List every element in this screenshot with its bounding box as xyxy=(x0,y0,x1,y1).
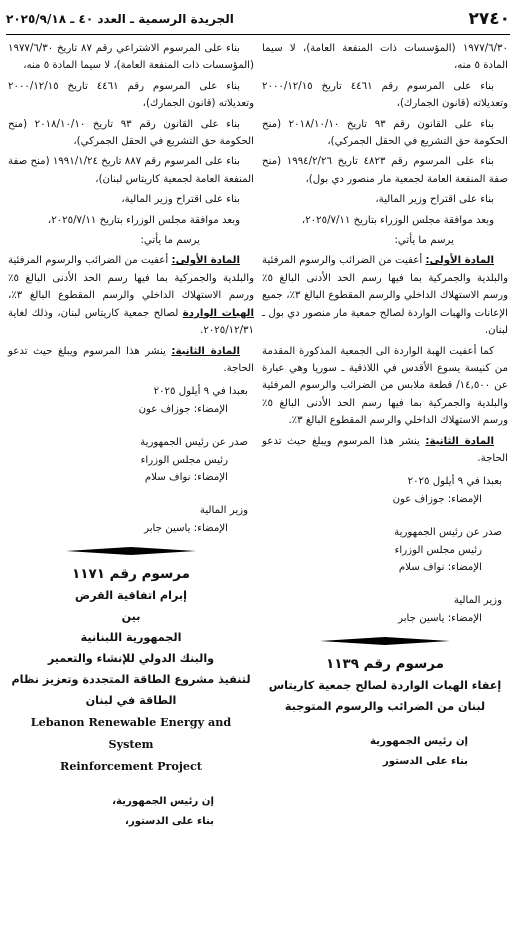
paragraph: ١٩٧٧/٦/٣٠ (المؤسسات ذات المنفعة العامة)، لا سيما المادة ٥ منه، xyxy=(262,43,508,72)
enactment-line: يرسم ما يأتي: xyxy=(394,235,454,247)
project-name-en: Lebanon Renewable Energy and System xyxy=(30,715,232,752)
constitution-line: بناء على الدستور، xyxy=(124,815,214,827)
decree-subtitle: لبنان من الضرائب والرسوم المتوجبة xyxy=(284,700,486,714)
page-number: ٢٧٤٠ xyxy=(468,9,510,29)
paragraph: وبعد موافقة مجلس الوزراء بتاريخ ٢٠٢٥/٧/١١، xyxy=(301,214,494,226)
article-text: أعفيت من الضرائب والرسوم المرفئية والبلدية والجمركية بما فيها رسم الحد الأدنى البالغ ٥٪ ورسم الاستهلاك الداخلي والرسم المقطوع البالغ ٣٪، xyxy=(8,255,254,302)
paragraph: بناء على المرسوم الاشتراعي رقم ٨٧ تاريخ ١٩٧٧/٦/٣٠ (المؤسسات ذات المنفعة العامة)، لا سيما المادة ٥ منه، xyxy=(8,43,254,72)
decree-title: مرسوم رقم ١١٣٩ xyxy=(326,656,444,673)
paragraph: بناء على اقتراح وزير المالية، xyxy=(375,194,494,206)
decree-subtitle: إعفاء الهبات الواردة لصالح جمعية كاريتاس xyxy=(268,679,502,693)
paragraph: بناء على القانون رقم ٩٣ تاريخ ٢٠١٨/١٠/١٠ (منح الحكومة حق التشريع في الحقل الجمركي)، xyxy=(8,118,254,148)
article-1 xyxy=(262,252,508,339)
article-label: المادة الأولى: xyxy=(425,255,494,267)
paragraph: بناء على المرسوم رقم ٤٨٢٣ تاريخ ١٩٩٤/٢/٢٦ (منح صفة المنفعة العامة لجمعية مار منصور دي بول)، xyxy=(262,156,508,185)
article-1 xyxy=(8,252,254,339)
article-text: لصالح جمعية كاريتاس لبنان، وذلك لغاية ٢٠٢٥/١٢/٣١. xyxy=(8,307,254,337)
paragraph: وبعد موافقة مجلس الوزراء بتاريخ ٢٠٢٥/٧/١١، xyxy=(47,214,240,226)
article-text: ينشر هذا المرسوم ويبلغ حيث تدعو الحاجة. xyxy=(262,435,508,464)
ornament-divider xyxy=(320,637,450,645)
project-name-en: Reinforcement Project xyxy=(60,759,202,774)
decree-subtitle: إبرام اتفاقية القرض xyxy=(75,589,187,603)
article-label: المادة الثانية: xyxy=(171,345,240,357)
prime-minister-title: رئيس مجلس الوزراء xyxy=(140,454,228,466)
finance-minister-title: وزير المالية xyxy=(199,505,248,517)
decree-subtitle: والبنك الدولي للإنشاء والتعمير xyxy=(47,652,215,666)
decree-subtitle: لتنفيذ مشروع الطاقة المتجددة وتعزيز نظام xyxy=(11,673,251,687)
paragraph: بناء على المرسوم رقم ٤٤٦١ تاريخ ٢٠٠٠/١٢/١٥ وتعديلاته (قانون الجمارك)، xyxy=(262,80,508,110)
gazette-title: الجريدة الرسمية ـ العدد ٤٠ ـ ٢٠٢٥/٩/١٨ xyxy=(6,12,234,26)
article-2 xyxy=(8,343,254,378)
enactment-line: يرسم ما يأتي: xyxy=(140,235,200,247)
article-text: أعفيت من الضرائب والرسوم المرفئية والبلدية والجمركية بما فيها رسم الحد الأدنى البالغ ٥٪ ورسم الاستهلاك الداخلي والرسم المقطوع البالغ ٣٪، جميع الإعانات والهبات الواردة لصالح جمعية مار منصور دي بول ـ لبنان. xyxy=(262,255,508,337)
signature-pm: الإمضاء: نواف سلام xyxy=(144,471,228,483)
signature-date: بعبدا في ٩ أيلول ٢٠٢٥ xyxy=(153,386,248,398)
ornament-divider xyxy=(66,547,196,555)
signature-pm: الإمضاء: نواف سلام xyxy=(398,561,482,573)
constitution-line: بناء على الدستور xyxy=(382,755,468,767)
left-column xyxy=(8,40,254,926)
article-text: ينشر هذا المرسوم ويبلغ حيث تدعو الحاجة. xyxy=(8,345,254,374)
president-line: إن رئيس الجمهورية xyxy=(370,736,468,748)
signature-president: الإمضاء: جوزاف عون xyxy=(138,403,228,415)
issued-by: صدر عن رئيس الجمهورية xyxy=(394,527,502,539)
prime-minister-title: رئيس مجلس الوزراء xyxy=(394,544,482,556)
page-header xyxy=(6,4,510,35)
paragraph: بناء على اقتراح وزير المالية، xyxy=(121,194,240,206)
article-label: المادة الثانية: xyxy=(425,435,494,447)
decree-subtitle: الطاقة في لبنان xyxy=(85,694,177,708)
signature-finance: الإمضاء: ياسين جابر xyxy=(144,522,228,534)
decree-title: مرسوم رقم ١١٧١ xyxy=(72,566,190,583)
article-label: المادة الأولى: xyxy=(171,255,240,267)
issued-by: صدر عن رئيس الجمهورية xyxy=(140,437,248,449)
signature-finance: الإمضاء: ياسين جابر xyxy=(398,612,482,624)
article-2 xyxy=(262,433,508,468)
finance-minister-title: وزير المالية xyxy=(453,595,502,607)
president-line: إن رئيس الجمهورية، xyxy=(112,796,214,808)
paragraph: بناء على القانون رقم ٩٣ تاريخ ٢٠١٨/١٠/١٠ (منح الحكومة حق التشريع في الحقل الجمركي)، xyxy=(262,118,508,148)
decree-subtitle: الجمهورية اللبنانية xyxy=(80,631,182,645)
paragraph: بناء على المرسوم رقم ٨٨٧ تاريخ ١٩٩١/١/٢٤ (منح صفة المنفعة العامة لجمعية كاريتاس لبنان)، xyxy=(8,156,254,185)
signature-date: بعبدا في ٩ أيلول ٢٠٢٥ xyxy=(407,476,502,488)
article-emphasis: الهبات الواردة xyxy=(182,307,254,319)
paragraph: كما أعفيت الهبة الواردة الى الجمعية المذكورة المقدمة من كنيسة يسوع الأقدس في اللاذقية ـ سوريا وهي عبارة عن ١٤,٥٠٠/ قطعة ملابس من الضرائب والرسوم المرفئية والبلدية والجمركية بما فيها رسم الحد الأدنى البالغ ٥٪ ورسم الاستهلاك الداخلي والرسم المقطوع البالغ ٣٪. xyxy=(262,345,508,427)
paragraph: بناء على المرسوم رقم ٤٤٦١ تاريخ ٢٠٠٠/١٢/١٥ وتعديلاته (قانون الجمارك)، xyxy=(8,80,254,110)
signature-president: الإمضاء: جوزاف عون xyxy=(392,493,482,505)
decree-subtitle: بين xyxy=(121,610,141,624)
right-column xyxy=(262,40,508,926)
